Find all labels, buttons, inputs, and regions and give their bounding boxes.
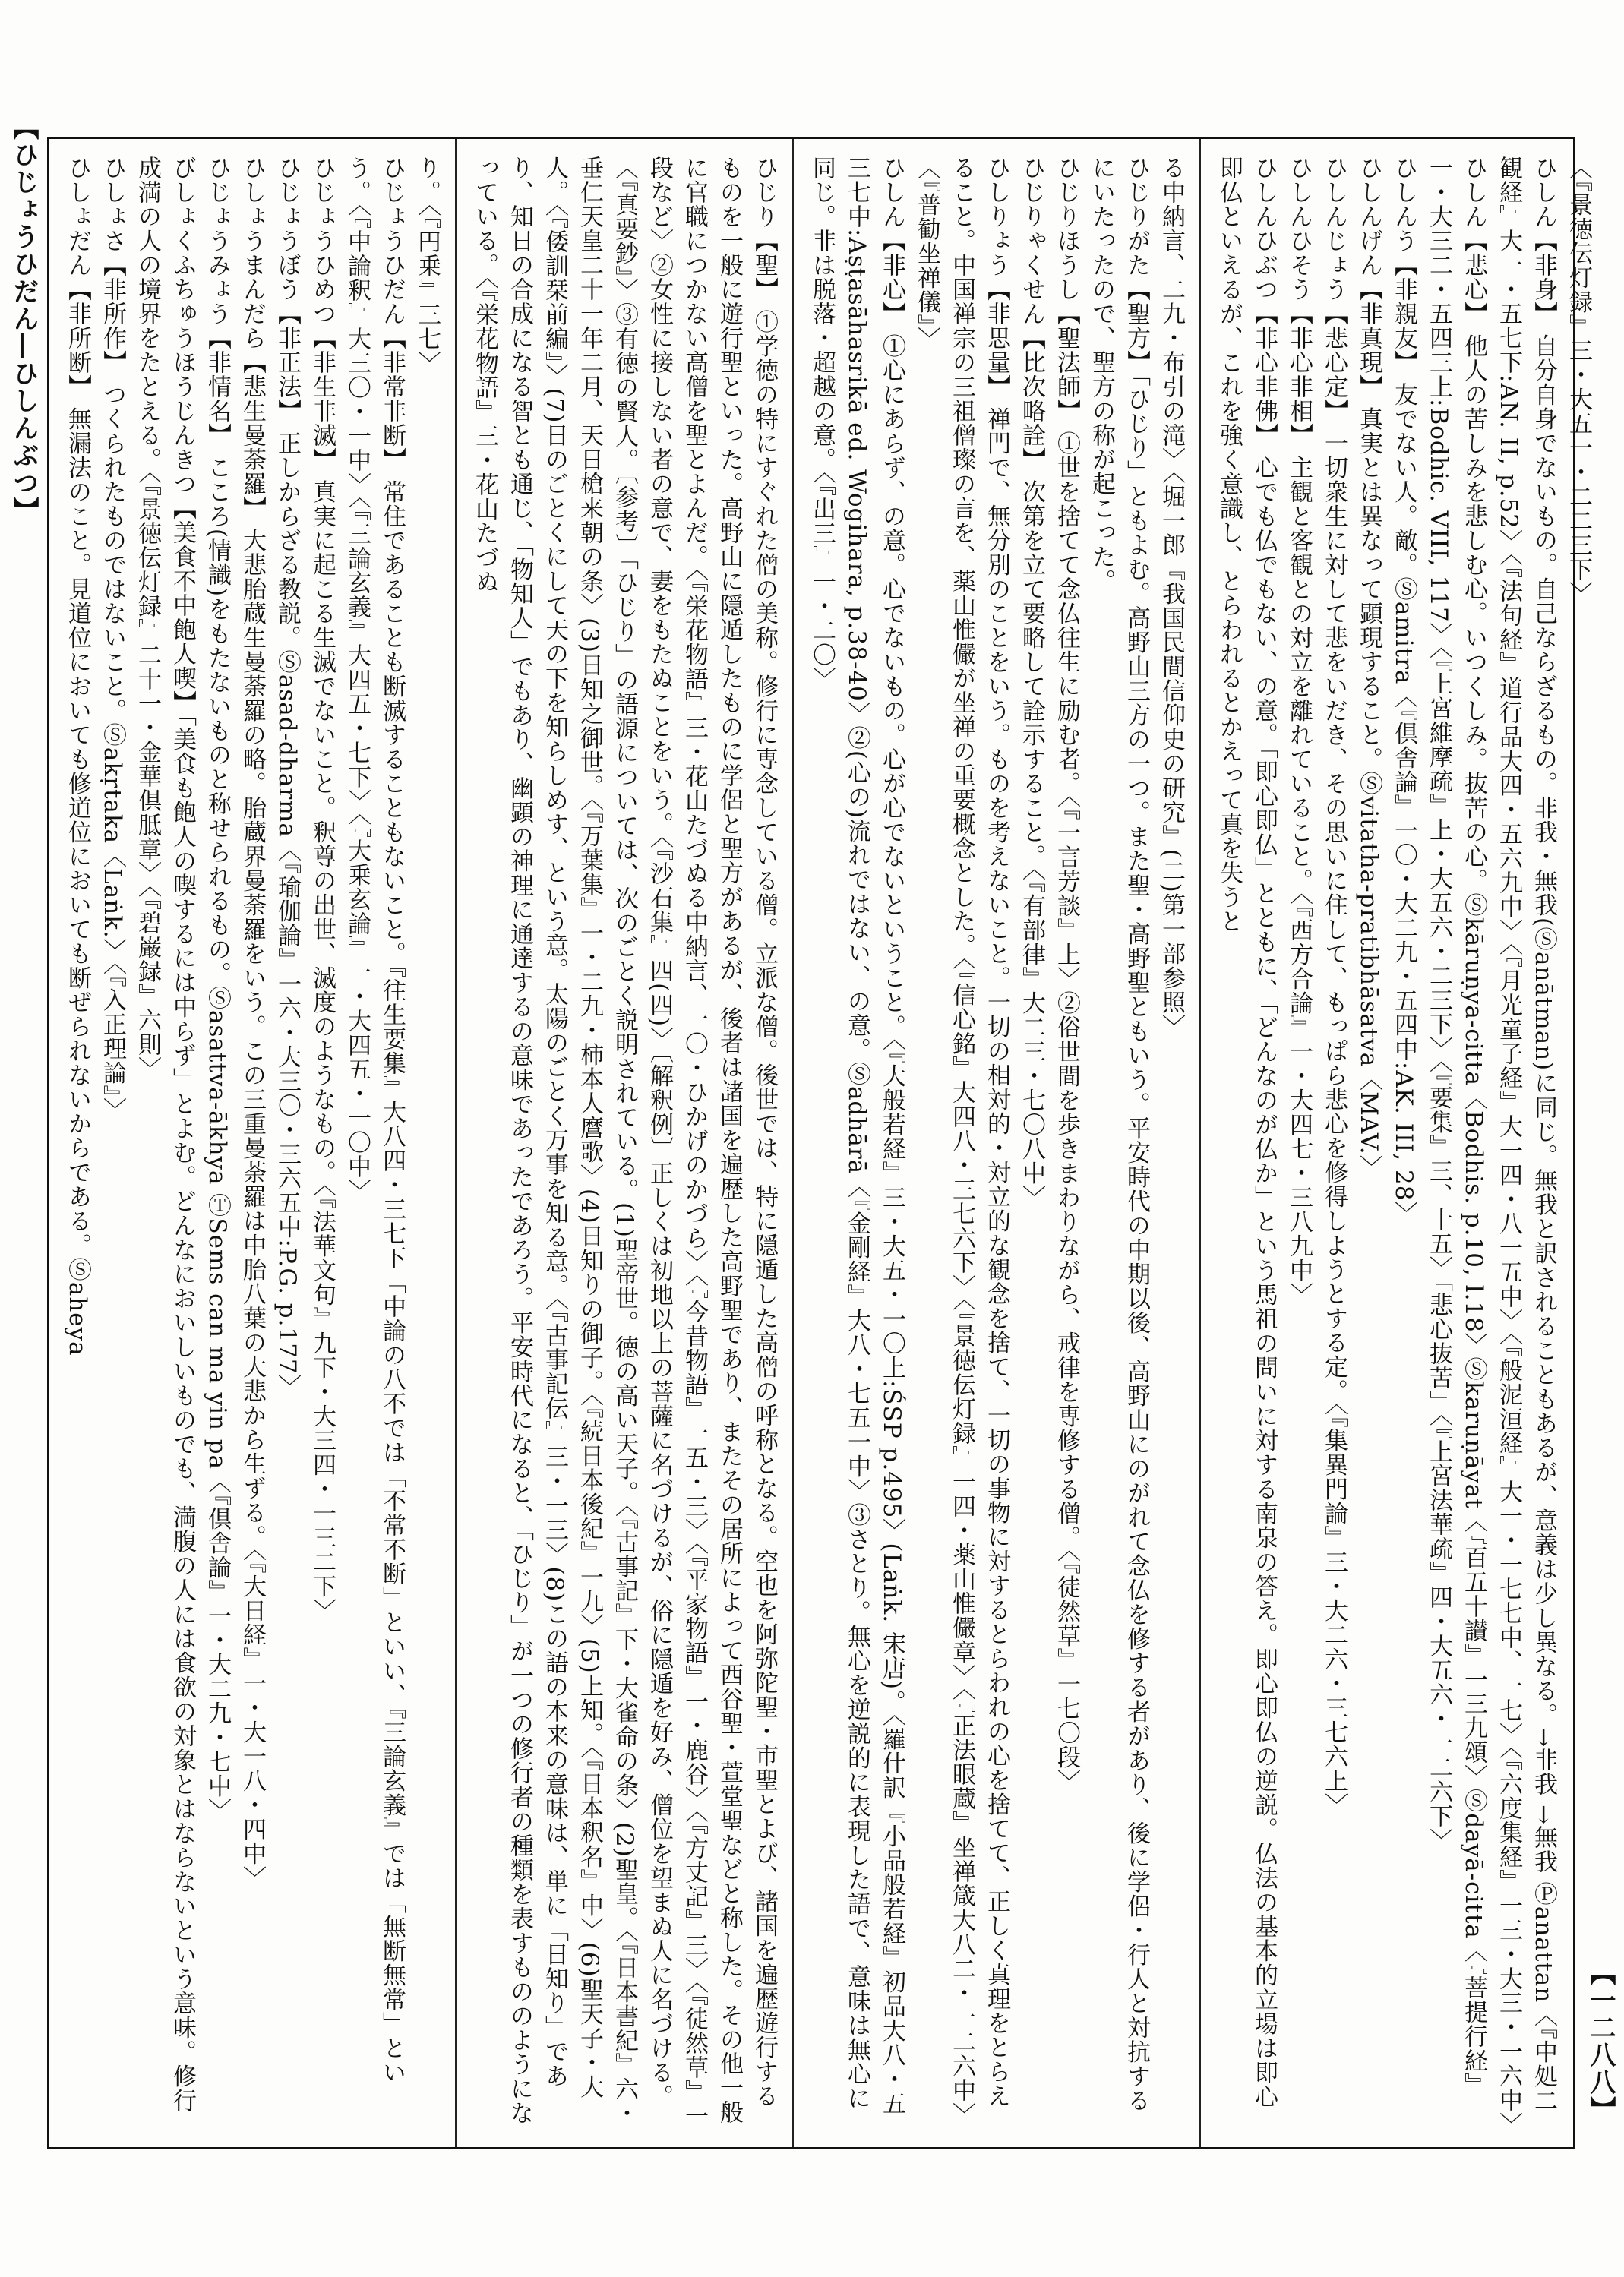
entry-paragraph: ひしんひぶつ【非心非佛】 心でも仏でもない、の意。「即心即仏」とともに、「どんなのが仏か」という馬祖の問いに対する南泉の答え。即心即仏の逆説。仏法の基本的立場は即心即仏といえるが、これを強く意識し、とらわれるとかえって真を失うと [1215, 156, 1278, 2109]
entry-paragraph: ひじりほうし【聖法師】 ①世を捨てて念仏往生に励む者。〈『一言芳談』上〉②俗世間を歩きまわりながら、戒律を専修する僧。〈『徒然草』一七〇段〉 [1053, 156, 1080, 1794]
entry-paragraph: ひしんじょう【悲心定】 一切衆生に対して悲をいだき、その思いに住して、もっぱら悲心を修得しようとする定。〈『集異門論』三・大二六・三七六上〉 [1320, 156, 1348, 1817]
text-column-3 [792, 139, 1199, 2147]
entry-paragraph: ひじりゃくせん【比次略詮】 次第を立て要略して詮示すること。〈『有部律』大二三・七〇八中〉 [1018, 156, 1045, 1210]
page-number: 【一二八八】 [1585, 1960, 1616, 2124]
text-column-4 [1199, 139, 1607, 2147]
entry-paragraph: ひしりょう【非思量】 禅門で、無分別のことをいう。ものを考えないこと。一切の相対的・対立的な観念を捨て、一切の事物に対するとらわれの心を捨てて、正しく真理をとらえること。中国禅宗の三祖僧璨の言を、薬山惟儼が坐禅の重要概念とした。〈『信心銘』大四八・三七六下〉〈『景徳伝灯録』一四・薬山惟儼章〉〈『正法眼蔵』坐禅箴大八二・一二六中〉〈『普勧坐禅儀』〉 [913, 156, 1010, 2127]
entry-paragraph: ひしん【非心】 ①心にあらず、の意。心でないもの。心が心でないということ。〈『大般若経』三・大五・一〇上:ŚSP p.495〉(Laṅk. 宋唐)。〈羅什訳『小品般若経』初品大八・五三七中:Aṣṭasāhasrikā ed. Wogihara, p.38-40〉②(心の)流れではない、の意。Ⓢadhārā〈『金剛経』大八・七五一中〉③さとり。無心を逆説的に表現した語で、意味は無心に同じ。非は脱落・超越の意。〈『出三』一・二〇〉 [808, 156, 905, 2116]
text-column-1 [49, 139, 455, 2147]
entry-paragraph: ひじょうひめつ【非生非滅】 真実に起こる生滅でないこと。釈尊の出世、滅度のようなもの。〈『法華文句』九下・大三四・一三二下〉 [308, 156, 336, 1623]
entry-paragraph: ひじょうひだん【非常非断】 常住であることも断滅することもないこと。『往生要集』大八四・三七下「中論の八不では「不常不断」といい、『三論玄義』では「無断無常」という。〈『中論釈』大三〇・一中〉〈『三論玄義』大四五・七下〉〈『大乗玄論』一・大四五・一〇中〉 [343, 156, 406, 2085]
entry-paragraph: ひじょうみょう【非情名】 こころ(情識)をもたないものと称せられるもの。Ⓢasattva-ākhya ⓉSems can ma yin pa〈『倶舎論』一・大二九・七中〉 [204, 156, 231, 1823]
entry-paragraph: ひしんひそう【非心非相】 主観と客観との対立を離れていること。〈『西方合論』一・大四七・三八九中〉 [1285, 156, 1313, 1307]
entry-paragraph: る中納言、二九・布引の滝〉〈堀一郎『我国民間信仰史の研究』(二)第一部参照〉 [1158, 156, 1185, 1039]
page-frame [47, 137, 1592, 2149]
entry-paragraph: ひじょうぼう【非正法】 正しからざる教説。Ⓢasad-dharma〈『瑜伽論』一六・大三〇・三六五中:P.G. p.177〉 [273, 156, 301, 1399]
text-column-2 [455, 139, 792, 2147]
entry-paragraph: びしょくふちゅうほうじんきつ【美食不中飽人喫】「美食も飽人の喫するには中らず」とよむ。どんなにおいしいものでも、満腹の人には食欲の対象とはならないという意味。修行成満の人の境界をたとえる。〈『景徳伝灯録』二十一・金華倶胝章〉〈『碧巌録』六則〉 [134, 156, 196, 2113]
entry-paragraph: ひしんう【非親友】 友でない人。敵。Ⓢamitra〈『倶舎論』一〇・大二九・五四中:AK. III, 28〉 [1390, 156, 1417, 1226]
entry-paragraph: り。〈『円乗』三七〉 [413, 156, 441, 375]
entry-paragraph: ひしょうまんだら【悲生曼荼羅】 大悲胎蔵生曼荼羅の略。胎蔵界曼荼羅をいう。この三重曼荼羅は中胎八葉の大悲から生ずる。〈『大日経』一・大一八・四中〉 [239, 156, 266, 1890]
entry-paragraph: ひしん【悲心】 他人の苦しみを悲しむ心。いつくしみ。抜苦の心。Ⓢkāruṇya-citta〈Bodhis. p.10, l.18〉Ⓢkaruṇāyat〈『百五十讃』一三九頌〉Ⓢdayā-citta〈『菩提行経』一・大三二・五四三上:Bodhic. VIII, 117〉〈『上宮維摩疏』上・大五六・二三下〉〈『要集』三、十五〉「悲心抜苦」〈『上宮法華疏』四・大五六・一二六下〉 [1425, 156, 1487, 2098]
entry-paragraph: ひしょだん【非所断】 無漏法のこと。見道位においても修道位においても断ぜられないからである。Ⓢaheya [64, 156, 91, 1356]
entry-paragraph: 〈『景徳伝灯録』三・大五一・二二三下〉 [1565, 156, 1592, 606]
entry-paragraph: ひしんげん【非真現】 真実とは異なって顕現すること。Ⓢvitatha-pratibhāsatva〈MAV.〉 [1355, 156, 1382, 1180]
entry-paragraph: ひしょさ【非所作】 つくられたものではないこと。Ⓢakṛtaka〈Laṅk.〉〈『入正理論』〉 [99, 156, 126, 1123]
entry-paragraph: ひじりがた【聖方】「ひじり」ともよむ。高野山三方の一つ。また聖・高野聖ともいう。平安時代の中期以後、高野山にのがれて念仏を修する者があり、後に学侶・行人と対抗するにいたったので、聖方の称が起こった。 [1088, 156, 1150, 2113]
entry-paragraph: ひしん【非身】 自分自身でないもの。自己ならざるもの。非我・無我(Ⓢanātman)に同じ。無我と訳されることもあるが、意義は少し異なる。→非我 →無我 Ⓟanattan〈『中処二観経』大一・五七下:AN. II, p.52〉〈『法句経』道行品大四・五六九中〉〈『月光童子経』大一四・八一五中〉〈『般泥洹経』大一・一七七中、一七〉〈『六度集経』一三・大三・一六中〉 [1495, 156, 1557, 2137]
page-header-title: 【ひじょうひだん―ひしんぶつ】 [8, 114, 39, 524]
entry-paragraph: ひじり【聖】 ①学徳の特にすぐれた僧の美称。修行に専念している僧。立派な僧。後世では、特に隠遁した高僧の呼称となる。空也を阿弥陀聖・市聖とよび、諸国を遍歴遊行するものを一般に遊行聖といった。高野山に隠遁したものに学侶と聖方があるが、後者は諸国を遍歴した高野聖であり、またその居所によって西谷聖・萱堂聖などと称した。その他一般に官職につかない高僧を聖とよんだ。〈『栄花物語』三・花山たづぬる中納言、一〇・ひかげのかづら〉〈『今昔物語』一五・三〉〈『平家物語』一・鹿谷〉〈『方丈記』三〉〈『徒然草』一段など〉②女性に接しない者の意で、妻をもたぬことをいう。〈『沙石集』四(四)〉〔解釈例〕正しくは初地以上の菩薩に名づけるが、俗に隠遁を好み、僧位を望まぬ人に名づける。〈『真要鈔』〉③有徳の賢人。〔参考〕「ひじり」の語源については、次のごとく説明されている。(1)聖帝世。徳の高い天子。〈『古事記』下・大雀命の条〉(2)聖皇。〈『日本書紀』六・垂仁天皇二十一年二月、天日槍来朝の条〉(3)日知之御世。〈『万葉集』一・二九・柿本人麿歌〉(4)日知りの御子。〈『続日本後紀』一九〉(5)上知。〈『日本釈名』中〉(6)聖天子・大人。〈『倭訓栞前編』〉(7)日のごとくにして天の下を知らしめす、という意。太陽のごとく万事を知る意。〈『古事記伝』三・一三〉(8)この語の本来の意味は、単に「日知り」であり、知日の合成になる智とも通じ、「物知人」でもあり、幽顕の神理に通達するの意味であったであろう。平安時代になると、「ひじり」が一つの修行者の種類を表すもののようになっている。〈『栄花物語』三・花山たづぬ [471, 156, 778, 2128]
